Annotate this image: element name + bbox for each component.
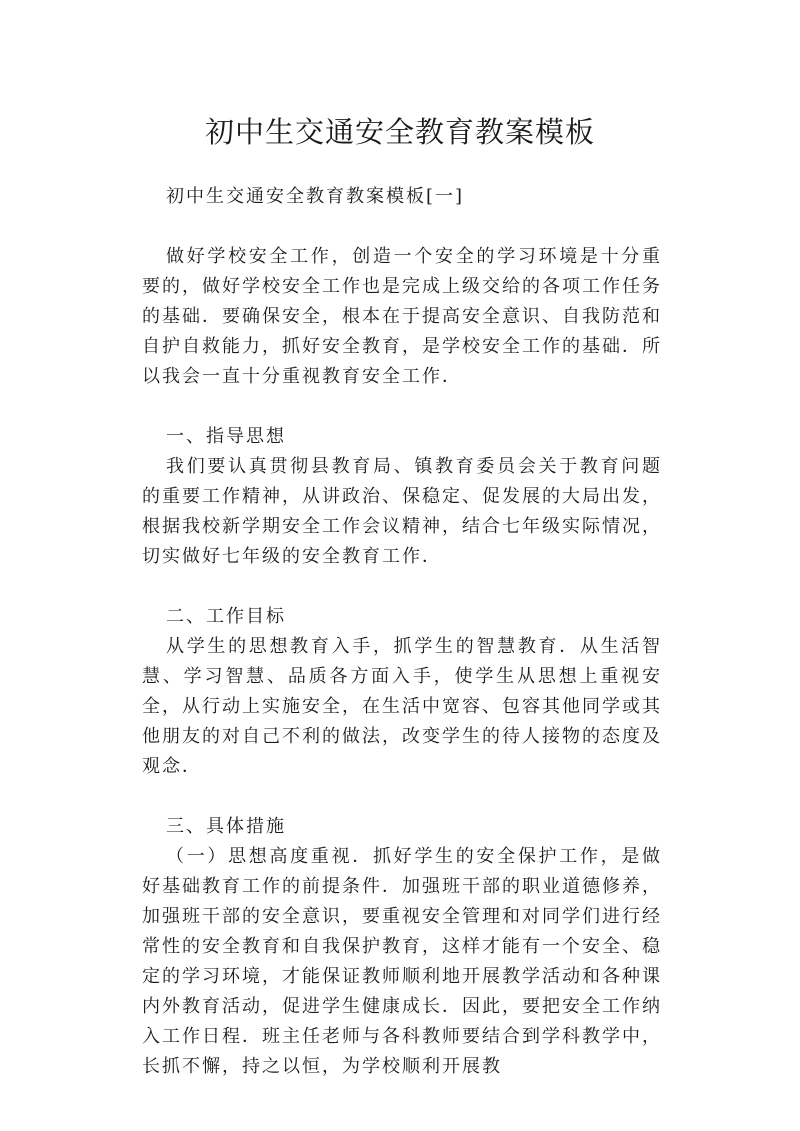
document-title: 初中生交通安全教育教案模板 [204, 115, 595, 149]
section-body-work-goals: 从学生的思想教育入手，抓学生的智慧教育．从生活智慧、学习智慧、品质各方面入手，使学生从思想上重视安全，从行动上实施安全，在生活中宽容、包容其他同学或其他朋友的对自己不利的做法，改变学生的待人接物的态度及观念． [142, 636, 662, 777]
section-heading-work-goals: 二、工作目标 [166, 606, 286, 627]
spacer [142, 392, 662, 422]
section-heading-specific-measures: 三、具体措施 [166, 816, 286, 837]
spacer [142, 782, 662, 812]
section-body-specific-measures: （一）思想高度重视．抓好学生的安全保护工作，是做好基础教育工作的前提条件．加强班干部的职业道德修养，加强班干部的安全意识，要重视安全管理和对同学们进行经常性的安全教育和自我保护教育，这样才能有一个安全、稳定的学习环境，才能保证教师顺利地开展教学活动和各种课内外教育活动，促进学生健康成长．因此，要把安全工作纳入工作日程．班主任老师与各科教师要结合到学科教学中，长抓不懈，持之以恒，为学校顺利开展教 [142, 846, 662, 1077]
intro-paragraph: 做好学校安全工作，创造一个安全的学习环境是十分重要的，做好学校安全工作也是完成上级交给的各项工作任务的基础．要确保安全，根本在于提高安全意识、自我防范和自护自救能力，抓好安全教育，是学校安全工作的基础．所以我会一直十分重视教育安全工作． [142, 246, 662, 387]
document-subtitle: 初中生交通安全教育教案模板[一] [166, 186, 465, 207]
section-body-guiding-ideology: 我们要认真贯彻县教育局、镇教育委员会关于教育问题的重要工作精神，从讲政治、保稳定、促发展的大局出发，根据我校新学期安全工作会议精神，结合七年级实际情况，切实做好七年级的安全教育工作． [142, 456, 662, 567]
spacer [142, 212, 662, 242]
section-heading-guiding-ideology: 一、指导思想 [166, 426, 286, 447]
spacer [142, 572, 662, 602]
document-body [142, 182, 662, 1082]
